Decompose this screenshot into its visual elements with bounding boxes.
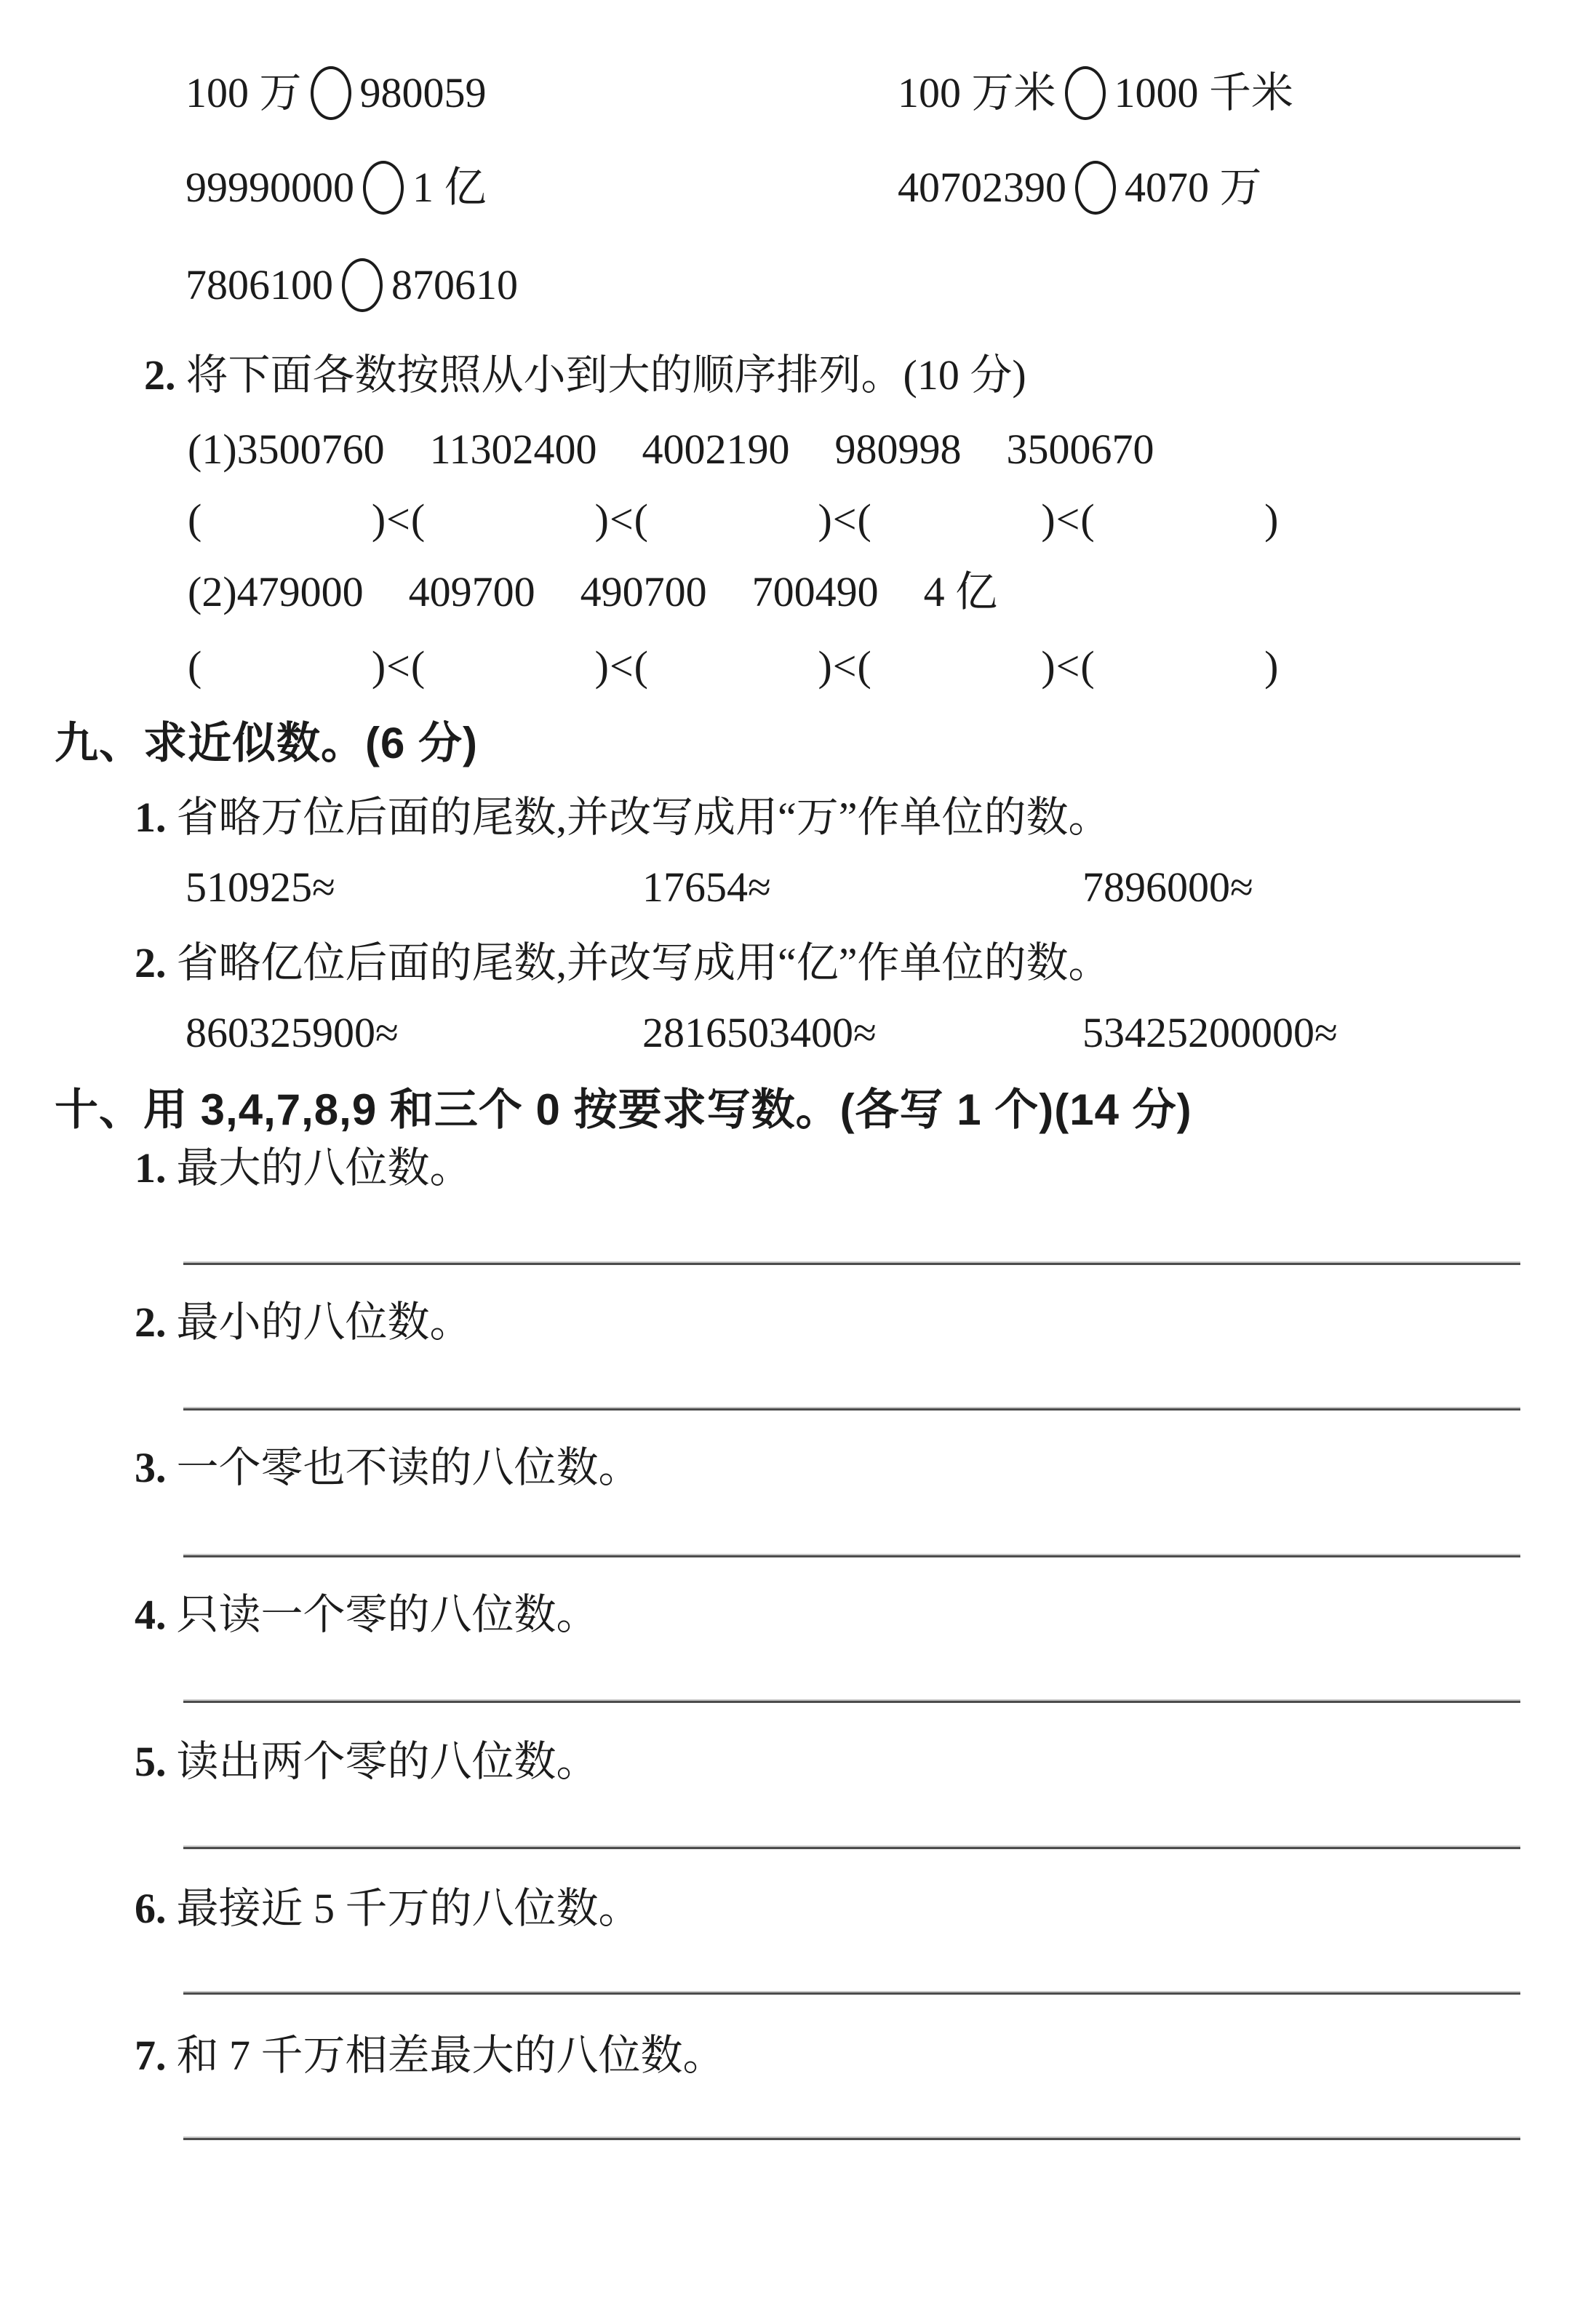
compare-row-3-left [185,256,518,314]
sort-number: 700490 [751,568,879,615]
sort-group-2-answer-blanks: ( )<( )<( )<( )<( ) [188,642,1280,690]
section10-item-6-text: 最接近 5 千万的八位数。 [176,1885,641,1932]
compare-row-2-left [185,159,487,217]
section9-item-2-text: 省略亿位后面的尾数,并改写成用“亿”作单位的数。 [176,939,1111,986]
section10-item-4-text: 只读一个零的八位数。 [176,1591,599,1638]
section10-item-7-text: 和 7 千万相差最大的八位数。 [176,2032,725,2079]
section10-item-2-text: 最小的八位数。 [176,1298,472,1346]
compare-value-b: 1 亿 [412,163,487,211]
sort-question-header [144,349,1026,402]
compare-value-a: 100 万米 [898,68,1056,116]
section10-item-5 [135,1736,599,1789]
answer-line [183,1699,1520,1703]
sort-group-1-numbers [188,423,1154,476]
section10-item-3-number: 3. [135,1444,167,1491]
answer-line [183,1261,1520,1265]
answer-line [183,1846,1520,1849]
compare-value-b: 870610 [391,260,518,308]
section9-item-1-values [185,861,1495,919]
section10-item-4 [135,1589,599,1642]
answer-line [183,1554,1520,1557]
section10-item-6-number: 6. [135,1885,167,1932]
sort-number: 11302400 [429,426,597,473]
round-expression: 860325900≈ [185,1009,399,1056]
compare-row-1-right [898,64,1293,122]
sort-group-2-numbers [188,566,997,619]
sort-group-1-first [188,423,385,476]
section10-item-7 [135,2030,725,2083]
section10-item-5-number: 5. [135,1738,167,1785]
compare-value-a: 7806100 [185,260,333,308]
section10-item-4-number: 4. [135,1591,167,1638]
compare-circle-icon [311,66,351,120]
compare-row-1-left [185,64,487,122]
sort-number: 479000 [236,568,364,615]
section10-item-2-number: 2. [135,1298,167,1346]
answer-line [183,2137,1520,2140]
compare-value-a: 100 万 [185,68,302,116]
section10-item-3-text: 一个零也不读的八位数。 [176,1444,641,1491]
sort-group-1-answer-blanks: ( )<( )<( )<( )<( ) [188,495,1280,543]
section9-item-1 [135,791,1111,845]
section10-item-1 [135,1142,472,1195]
round-expression: 2816503400≈ [642,1009,877,1056]
section10-item-5-text: 读出两个零的八位数。 [176,1738,599,1785]
compare-value-b: 980059 [359,68,487,116]
section9-item-1-text: 省略万位后面的尾数,并改写成用“万”作单位的数。 [176,794,1111,841]
round-expression: 510925≈ [185,863,335,911]
section9-item-2-values [185,1007,1495,1065]
compare-circle-icon [1065,66,1106,120]
compare-circle-icon [342,258,383,312]
round-expression: 17654≈ [642,863,771,911]
section9-item-2-number: 2. [135,939,167,986]
compare-circle-icon [1075,161,1116,215]
section9-item-2 [135,937,1111,990]
section10-item-7-number: 7. [135,2032,167,2079]
compare-value-a: 40702390 [898,163,1066,211]
round-expression: 7896000≈ [1082,863,1253,911]
sort-question-number: 2. [144,351,176,399]
sort-number: 4002190 [642,426,790,473]
section10-item-6 [135,1883,641,1936]
sort-group-2-label: (2) [188,568,237,615]
sort-number: 3500670 [1006,426,1154,473]
section9-item-1-number: 1. [135,794,167,841]
section10-item-1-text: 最大的八位数。 [176,1144,472,1192]
sort-number: 4 亿 [923,568,998,615]
sort-question-text: 将下面各数按照从小到大的顺序排列。(10 分) [185,351,1026,399]
answer-line [183,1407,1520,1411]
round-expression: 53425200000≈ [1082,1009,1338,1056]
section10-title: 十、用 3,4,7,8,9 和三个 0 按要求写数。(各写 1 个)(14 分) [55,1085,1192,1134]
compare-value-b: 4070 万 [1125,163,1262,211]
section10-item-2 [135,1296,472,1349]
section9-title: 九、求近似数。(6 分) [55,719,478,767]
answer-line [183,1991,1520,1995]
compare-value-a: 99990000 [185,163,354,211]
sort-number: 490700 [580,568,707,615]
compare-value-b: 1000 千米 [1114,68,1294,116]
sort-number: 980998 [834,426,962,473]
section10-item-1-number: 1. [135,1144,167,1192]
sort-number: 409700 [408,568,535,615]
sort-group-1-label: (1) [188,426,237,473]
compare-row-2-right [898,159,1262,217]
section10-item-3 [135,1442,641,1495]
sort-group-2-first [188,566,364,619]
compare-circle-icon [363,161,404,215]
sort-number: 3500760 [236,426,385,473]
